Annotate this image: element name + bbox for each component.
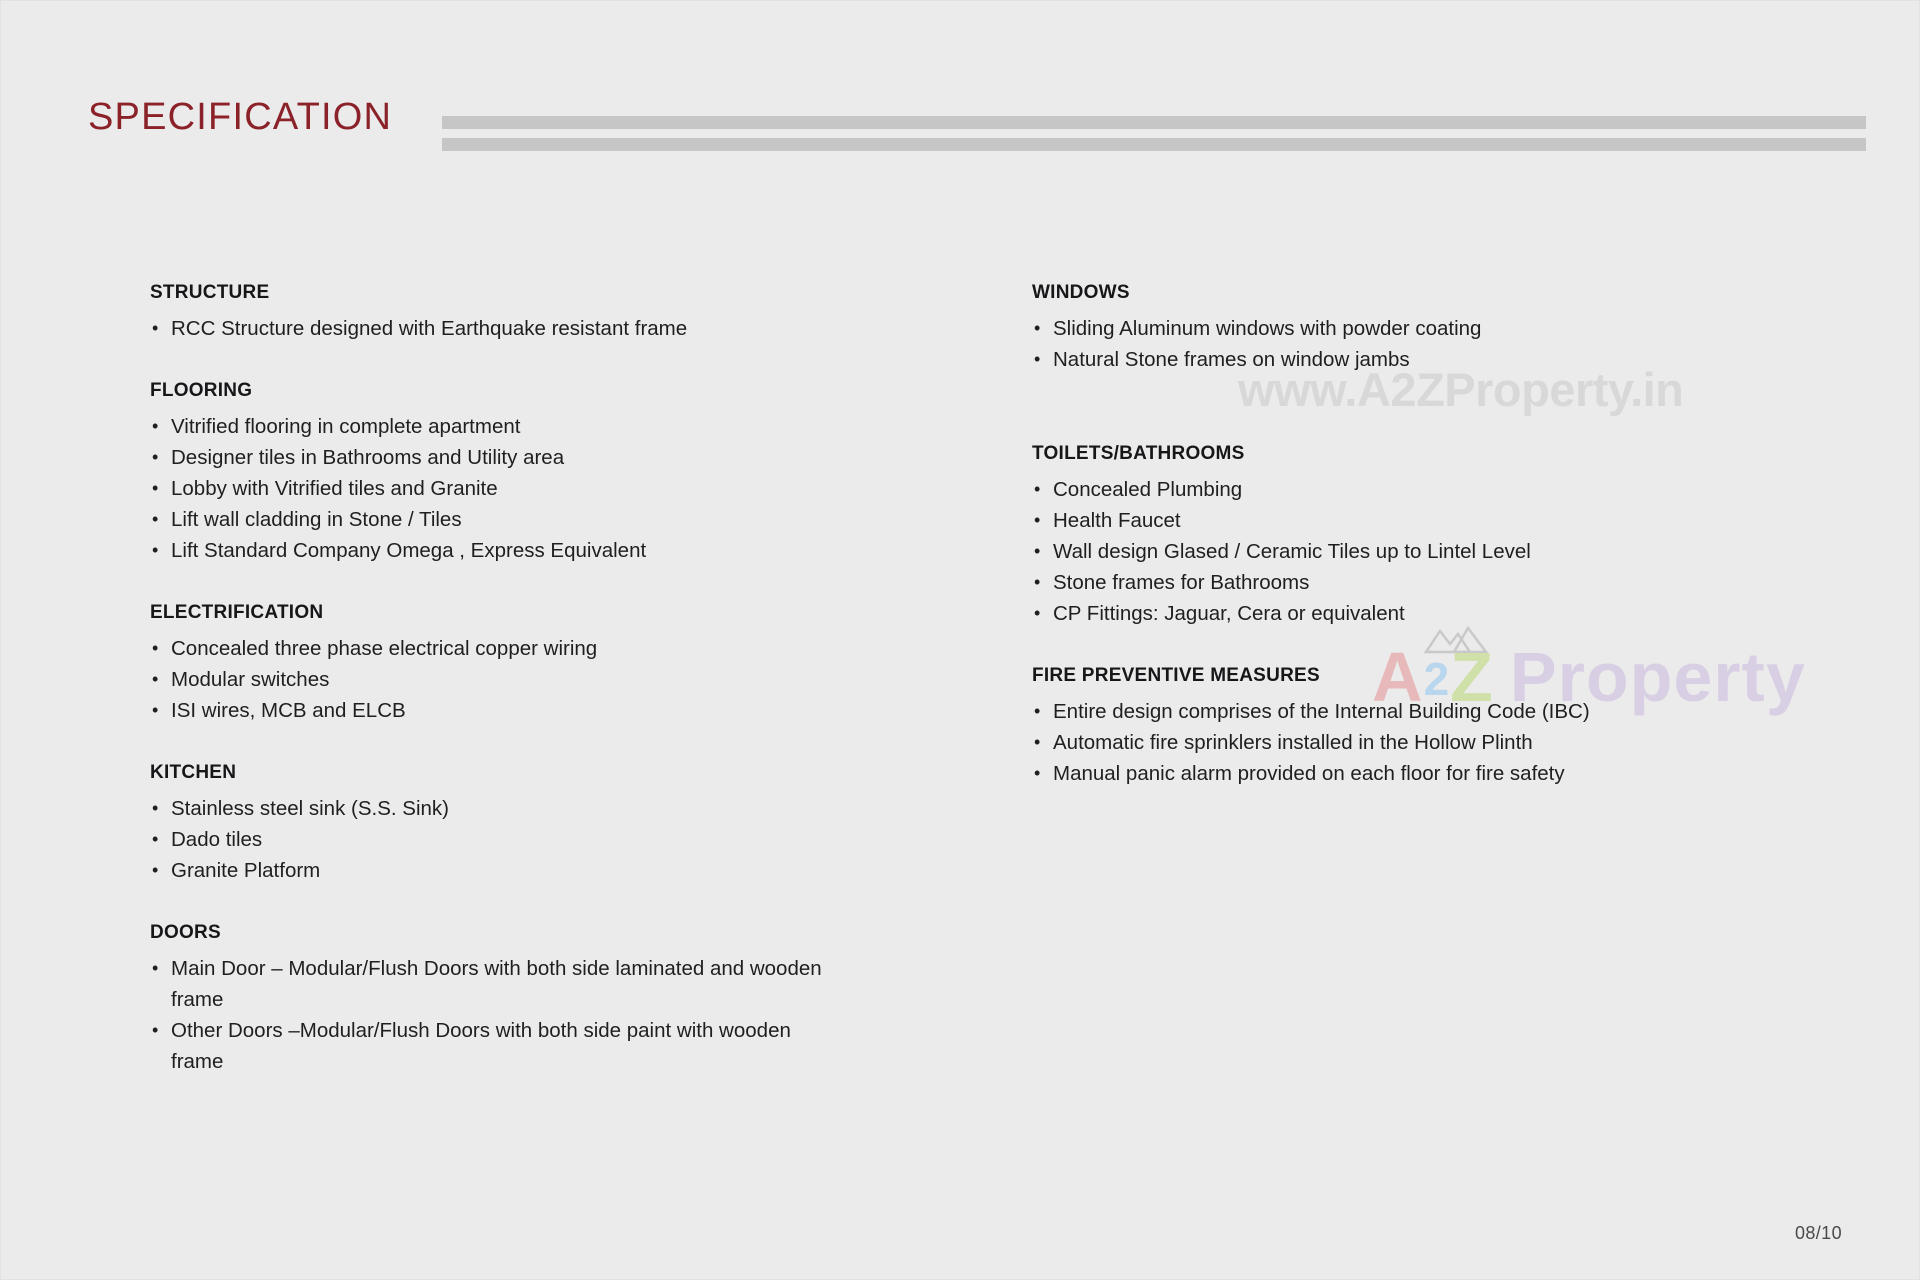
section-heading: ELECTRIFICATION bbox=[150, 602, 324, 623]
section-heading: FIRE PREVENTIVE MEASURES bbox=[1032, 665, 1320, 686]
spec-item: • Lift Standard Company Omega , Express Equivalent bbox=[150, 535, 830, 566]
section-heading: DOORS bbox=[150, 922, 221, 943]
spec-item: • Designer tiles in Bathrooms and Utility area bbox=[150, 442, 830, 473]
section-heading: WINDOWS bbox=[1032, 282, 1130, 303]
section-heading: STRUCTURE bbox=[150, 282, 270, 303]
header-rule-bottom bbox=[442, 138, 1866, 151]
spec-item: • Lift wall cladding in Stone / Tiles bbox=[150, 504, 830, 535]
spec-section-electrification bbox=[150, 600, 870, 726]
spec-item: • Concealed three phase electrical copper wiring bbox=[150, 633, 830, 664]
spec-list bbox=[150, 953, 870, 1077]
spec-item: • Concealed Plumbing bbox=[1032, 474, 1732, 505]
header-rule-group bbox=[442, 116, 1866, 151]
section-heading: KITCHEN bbox=[150, 762, 237, 783]
spec-item: • Dado tiles bbox=[150, 824, 830, 855]
spec-item: • Health Faucet bbox=[1032, 505, 1732, 536]
watermark-logo-letter-z: Z bbox=[1450, 638, 1494, 716]
specification-column-left bbox=[150, 280, 870, 1077]
spec-item: • Wall design Glased / Ceramic Tiles up to Lintel Level bbox=[1032, 536, 1732, 567]
spec-item: • Other Doors –Modular/Flush Doors with both side paint with wooden frame bbox=[150, 1015, 830, 1077]
specification-column-right bbox=[1032, 280, 1772, 789]
page-title: SPECIFICATION bbox=[88, 96, 393, 138]
spec-section-flooring bbox=[150, 378, 870, 566]
page-number: 08/10 bbox=[1794, 1223, 1842, 1243]
spec-item: • Modular switches bbox=[150, 664, 830, 695]
spec-item: • Entire design comprises of the Internal Building Code (IBC) bbox=[1032, 696, 1732, 727]
spec-list bbox=[150, 411, 870, 566]
spec-section-fire-preventive-measures bbox=[1032, 663, 1772, 789]
spec-item: • Natural Stone frames on window jambs bbox=[1032, 344, 1732, 375]
spec-item: • Sliding Aluminum windows with powder coating bbox=[1032, 313, 1732, 344]
spec-section-kitchen bbox=[150, 760, 870, 886]
spec-item: • Granite Platform bbox=[150, 855, 830, 886]
spec-section-doors bbox=[150, 920, 870, 1077]
spec-item: • Stone frames for Bathrooms bbox=[1032, 567, 1732, 598]
spec-item: • ISI wires, MCB and ELCB bbox=[150, 695, 830, 726]
spec-list bbox=[150, 633, 870, 726]
spec-list bbox=[1032, 696, 1772, 789]
spec-list bbox=[1032, 313, 1772, 375]
spec-item: • Lobby with Vitrified tiles and Granite bbox=[150, 473, 830, 504]
watermark-logo-digit-2: 2 bbox=[1423, 653, 1451, 705]
spec-item: • Vitrified flooring in complete apartment bbox=[150, 411, 830, 442]
section-heading: TOILETS/BATHROOMS bbox=[1032, 443, 1245, 464]
spec-section-windows bbox=[1032, 280, 1772, 375]
spec-item: • CP Fittings: Jaguar, Cera or equivalent bbox=[1032, 598, 1732, 629]
spec-item: • Main Door – Modular/Flush Doors with both side laminated and wooden frame bbox=[150, 953, 830, 1015]
spec-list bbox=[150, 313, 870, 344]
spec-item: • RCC Structure designed with Earthquake resistant frame bbox=[150, 313, 830, 344]
spec-item: • Automatic fire sprinklers installed in the Hollow Plinth bbox=[1032, 727, 1732, 758]
spec-list bbox=[150, 793, 870, 886]
spec-list bbox=[1032, 474, 1772, 629]
spec-item: • Manual panic alarm provided on each floor for fire safety bbox=[1032, 758, 1732, 789]
spec-section-toilets-bathrooms bbox=[1032, 441, 1772, 629]
section-heading: FLOORING bbox=[150, 380, 253, 401]
page-header bbox=[0, 0, 1920, 180]
header-rule-top bbox=[442, 116, 1866, 129]
spec-section-structure bbox=[150, 280, 870, 344]
watermark-url-text: www.A2ZProperty.in bbox=[1238, 363, 1684, 416]
watermark-logo-letter-a: A bbox=[1372, 638, 1424, 716]
spec-item: • Stainless steel sink (S.S. Sink) bbox=[150, 793, 830, 824]
watermark-logo-word: Property bbox=[1509, 638, 1806, 716]
